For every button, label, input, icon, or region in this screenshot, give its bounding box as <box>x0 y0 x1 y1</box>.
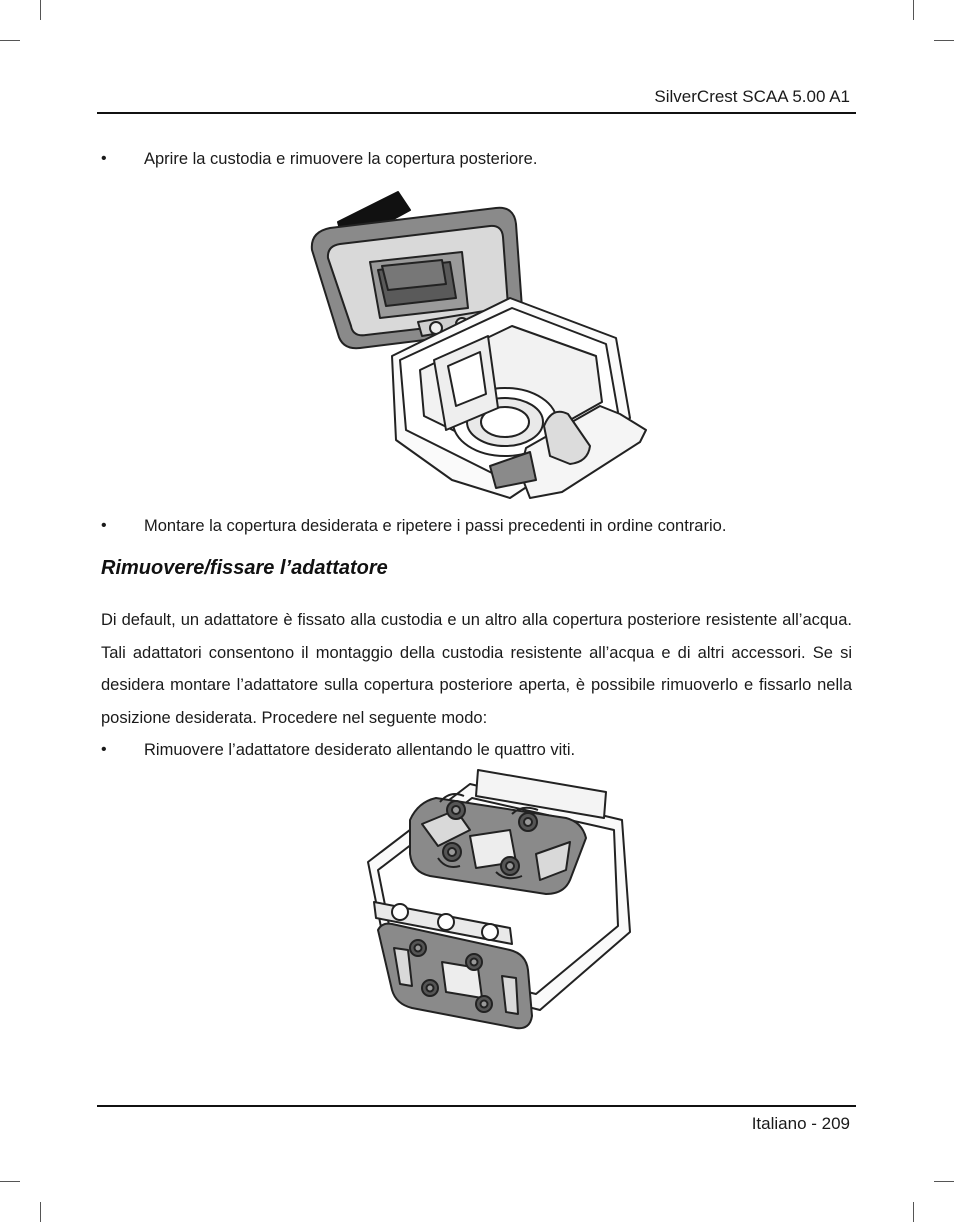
step-mount-cover: Montare la copertura desiderata e ripetere i passi precedenti in ordine contrario. <box>144 517 727 535</box>
header-rule <box>97 112 856 114</box>
crop-mark <box>40 1202 41 1222</box>
page-footer-label: Italiano - 209 <box>751 1114 850 1133</box>
body-paragraph: Di default, un adattatore è fissato alla custodia e un altro alla copertura posteriore resistente all’acqua. Tali adattatori consentono il montaggio della custodia resistente all’acqua e di altri accessori. Se si desidera montare l’adattatore sulla copertura posteriore aperta, è possibile rimuoverlo e fissarlo nella posizione desiderata. Procedere nel seguente modo: <box>101 611 852 727</box>
figure-adapter-screws <box>360 762 636 1034</box>
bullet-marker: • <box>101 741 107 758</box>
bullet-marker: • <box>101 150 107 167</box>
screw-icon <box>466 954 482 970</box>
crop-mark <box>0 1181 20 1182</box>
screw-icon <box>476 996 492 1012</box>
crop-mark <box>0 40 20 41</box>
screw-icon <box>501 857 519 875</box>
step-open-housing: Aprire la custodia e rimuovere la copertura posteriore. <box>144 150 538 168</box>
bullet-marker: • <box>101 517 107 534</box>
crop-mark <box>934 40 954 41</box>
footer-rule <box>97 1105 856 1107</box>
screw-icon <box>422 980 438 996</box>
crop-mark <box>913 0 914 20</box>
page-header-title: SilverCrest SCAA 5.00 A1 <box>654 87 850 106</box>
figure-open-housing <box>300 180 654 505</box>
crop-mark <box>913 1202 914 1222</box>
section-heading: Rimuovere/fissare l’adattatore <box>101 557 388 579</box>
crop-mark <box>40 0 41 20</box>
crop-mark <box>934 1181 954 1182</box>
screw-icon <box>410 940 426 956</box>
screw-icon <box>443 843 461 861</box>
step-remove-adapter: Rimuovere l’adattatore desiderato allentando le quattro viti. <box>144 741 576 759</box>
screw-icon <box>447 801 465 819</box>
screw-icon <box>519 813 537 831</box>
